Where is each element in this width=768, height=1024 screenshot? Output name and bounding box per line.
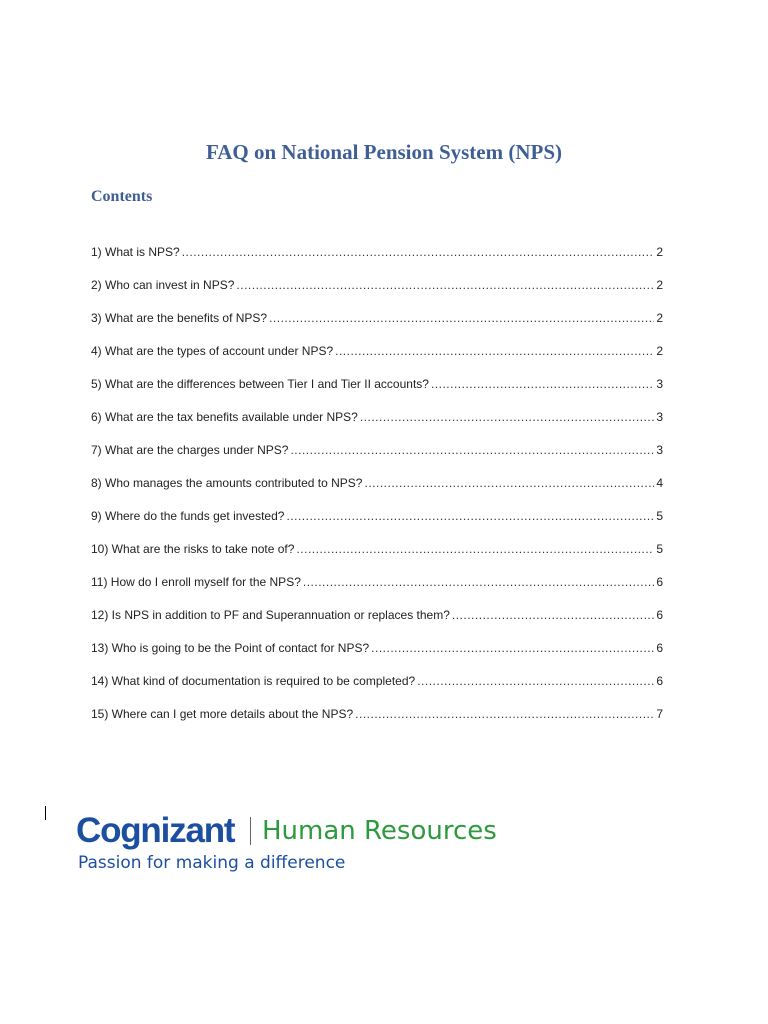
toc-dot-leader [417,674,654,688]
toc-entry-label: 12) Is NPS in addition to PF and Superannuation or replaces them? [91,608,450,622]
logo-brand-name: Cognizant [76,811,235,850]
toc-entry-label: 5) What are the differences between Tier I and Tier II accounts? [91,377,429,391]
toc-entry-label: 8) Who manages the amounts contributed to NPS? [91,476,363,490]
toc-dot-leader [431,377,654,391]
toc-entry-1[interactable] [91,245,663,278]
toc-entry-11[interactable] [91,575,663,608]
table-of-contents [91,245,663,740]
text-cursor [45,806,46,820]
toc-page-number: 6 [656,674,663,688]
logo-tagline: Passion for making a difference [78,853,346,873]
toc-entry-label: 2) Who can invest in NPS? [91,278,235,292]
toc-entry-15[interactable] [91,707,663,740]
toc-dot-leader [452,608,654,622]
toc-entry-10[interactable] [91,542,663,575]
toc-entry-12[interactable] [91,608,663,641]
toc-entry-label: 3) What are the benefits of NPS? [91,311,268,325]
toc-entry-8[interactable] [91,476,663,509]
toc-dot-leader [236,278,654,292]
toc-entry-label: 15) Where can I get more details about the NPS? [91,707,354,721]
toc-entry-label: 13) Who is going to be the Point of contact for NPS? [91,641,370,655]
toc-entry-label: 9) Where do the funds get invested? [91,509,285,523]
toc-entry-14[interactable] [91,674,663,707]
logo-division-name: Human Resources [262,816,497,846]
logo-divider [250,817,251,845]
toc-entry-4[interactable] [91,344,663,377]
contents-heading: Contents [91,188,153,205]
toc-page-number: 6 [656,641,663,655]
toc-entry-label: 11) How do I enroll myself for the NPS? [91,575,301,589]
toc-page-number: 2 [656,344,663,358]
toc-page-number: 3 [656,410,663,424]
toc-page-number: 7 [656,707,663,721]
toc-dot-leader [296,542,654,556]
toc-entry-13[interactable] [91,641,663,674]
toc-dot-leader [269,311,654,325]
toc-page-number: 2 [656,245,663,259]
toc-dot-leader [286,509,654,523]
toc-entry-6[interactable] [91,410,663,443]
toc-entry-label: 14) What kind of documentation is required to be completed? [91,674,416,688]
toc-dot-leader [290,443,654,457]
toc-entry-5[interactable] [91,377,663,410]
toc-dot-leader [335,344,654,358]
toc-page-number: 2 [656,311,663,325]
toc-entry-label: 7) What are the charges under NPS? [91,443,289,457]
company-logo [76,812,516,882]
toc-page-number: 6 [656,608,663,622]
toc-page-number: 5 [656,509,663,523]
toc-page-number: 3 [656,443,663,457]
toc-entry-label: 4) What are the types of account under NPS? [91,344,334,358]
toc-page-number: 2 [656,278,663,292]
toc-page-number: 3 [656,377,663,391]
toc-dot-leader [355,707,654,721]
toc-dot-leader [182,245,655,259]
toc-page-number: 5 [656,542,663,556]
toc-dot-leader [371,641,654,655]
toc-entry-label: 6) What are the tax benefits available under NPS? [91,410,358,424]
toc-dot-leader [360,410,654,424]
toc-entry-2[interactable] [91,278,663,311]
toc-entry-9[interactable] [91,509,663,542]
toc-page-number: 4 [656,476,663,490]
toc-entry-7[interactable] [91,443,663,476]
toc-dot-leader [364,476,654,490]
page-title: FAQ on National Pension System (NPS) [205,140,563,164]
toc-entry-3[interactable] [91,311,663,344]
toc-entry-label: 1) What is NPS? [91,245,180,259]
toc-entry-label: 10) What are the risks to take note of? [91,542,295,556]
toc-page-number: 6 [656,575,663,589]
toc-dot-leader [303,575,654,589]
